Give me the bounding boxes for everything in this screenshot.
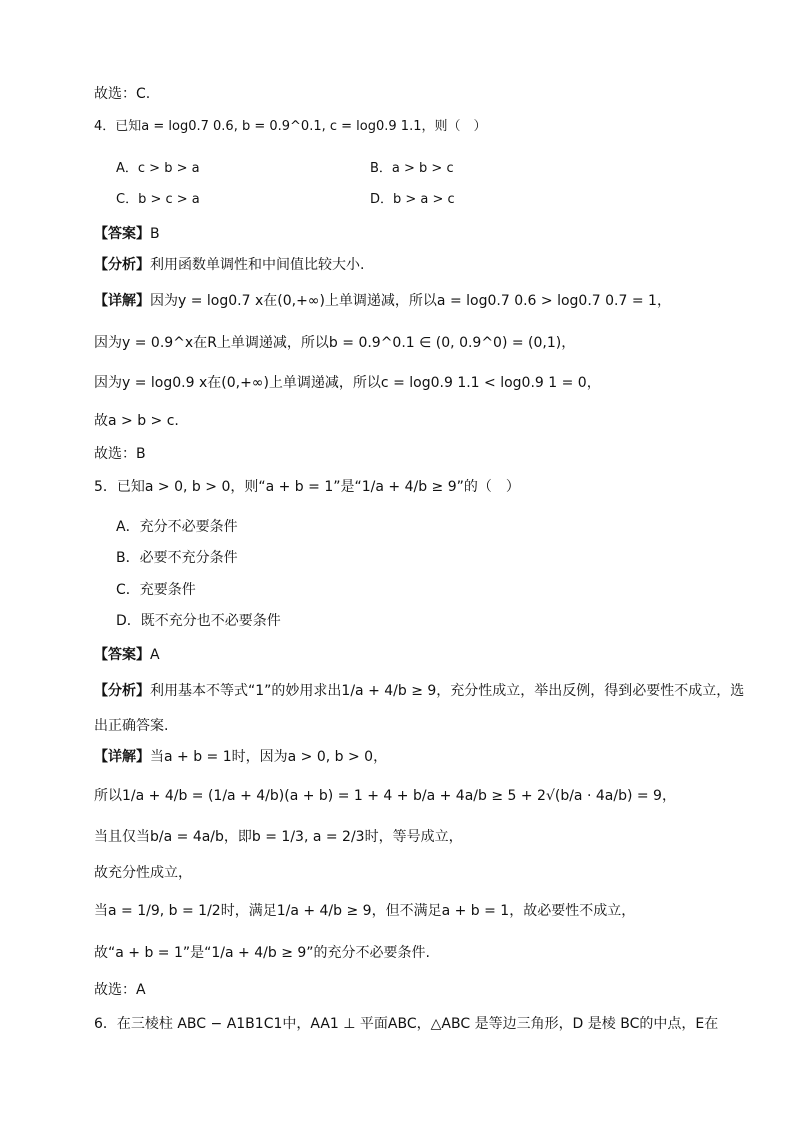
- q4-option-c: C．b > c > a: [116, 192, 200, 207]
- question-5-stem: 5．已知a > 0, b > 0，则“a + b = 1”是“1/a + 4/b ≥ 9”的（ ）: [94, 479, 520, 495]
- answer-choice-line: 故选：C.: [94, 86, 151, 102]
- q5-analysis-line-2: 出正确答案.: [94, 718, 169, 734]
- q5-option-c: C．充要条件: [116, 582, 196, 598]
- q5-detail-line-2: 所以1/a + 4/b = (1/a + 4/b)(a + b) = 1 + 4 + b/a + 4a/b ≥ 5 + 2√(b/a · 4a/b) = 9，: [94, 788, 676, 804]
- q5-analysis: [94, 681, 744, 701]
- q4-final-choice: 故选：B: [94, 446, 146, 462]
- q4-option-d: D．b > a > c: [370, 192, 455, 207]
- q5-detail-line-4: 故充分性成立，: [94, 865, 192, 881]
- q5-answer: [94, 645, 160, 665]
- analysis-tag: 【分析】: [94, 683, 150, 699]
- question-4-stem: 4．已知a = log0.7 0.6, b = 0.9^0.1, c = log0.9 1.1，则（ ）: [94, 119, 487, 134]
- q5-detail: [94, 747, 387, 767]
- answer-value: B: [150, 226, 160, 242]
- q5-final-choice: 故选：A: [94, 982, 146, 998]
- detail-tag: 【详解】: [94, 293, 150, 309]
- analysis-text-1: 利用基本不等式“1”的妙用求出1/a + 4/b ≥ 9，充分性成立，举出反例，得到必要性不成立，选: [150, 683, 745, 699]
- question-6-stem: 6．在三棱柱 ABC − A1B1C1中，AA1 ⊥ 平面ABC，△ABC 是等边三角形，D 是棱 BC的中点，E在: [94, 1016, 719, 1032]
- q4-detail: [94, 291, 671, 311]
- q4-option-a: A．c > b > a: [116, 161, 200, 176]
- q4-answer: [94, 224, 160, 244]
- detail-line-1: 当a + b = 1时，因为a > 0, b > 0，: [150, 749, 388, 765]
- detail-line-1: 因为y = log0.7 x在(0,+∞)上单调递减，所以a = log0.7 0.6 > log0.7 0.7 = 1，: [150, 293, 671, 309]
- q4-detail-line-4: 故a > b > c.: [94, 413, 179, 429]
- q5-option-b: B．必要不充分条件: [116, 550, 238, 566]
- q4-analysis: [94, 255, 364, 275]
- q4-option-b: B．a > b > c: [370, 161, 454, 176]
- q4-detail-line-2: 因为y = 0.9^x在R上单调递减，所以b = 0.9^0.1 ∈ (0, 0.9^0) = (0,1)，: [94, 335, 576, 351]
- q5-detail-line-3: 当且仅当b/a = 4a/b，即b = 1/3, a = 2/3时，等号成立，: [94, 829, 463, 845]
- q4-detail-line-3: 因为y = log0.9 x在(0,+∞)上单调递减，所以c = log0.9 1.1 < log0.9 1 = 0，: [94, 375, 601, 391]
- q5-option-a: A．充分不必要条件: [116, 519, 238, 535]
- answer-value: A: [150, 647, 160, 663]
- analysis-text: 利用函数单调性和中间值比较大小.: [150, 257, 365, 273]
- analysis-tag: 【分析】: [94, 257, 150, 273]
- detail-tag: 【详解】: [94, 749, 150, 765]
- q5-detail-line-6: 故“a + b = 1”是“1/a + 4/b ≥ 9”的充分不必要条件.: [94, 945, 430, 961]
- answer-tag: 【答案】: [94, 226, 150, 242]
- q5-detail-line-5: 当a = 1/9, b = 1/2时，满足1/a + 4/b ≥ 9，但不满足a + b = 1，故必要性不成立，: [94, 903, 636, 919]
- answer-tag: 【答案】: [94, 647, 150, 663]
- q5-option-d: D．既不充分也不必要条件: [116, 613, 281, 629]
